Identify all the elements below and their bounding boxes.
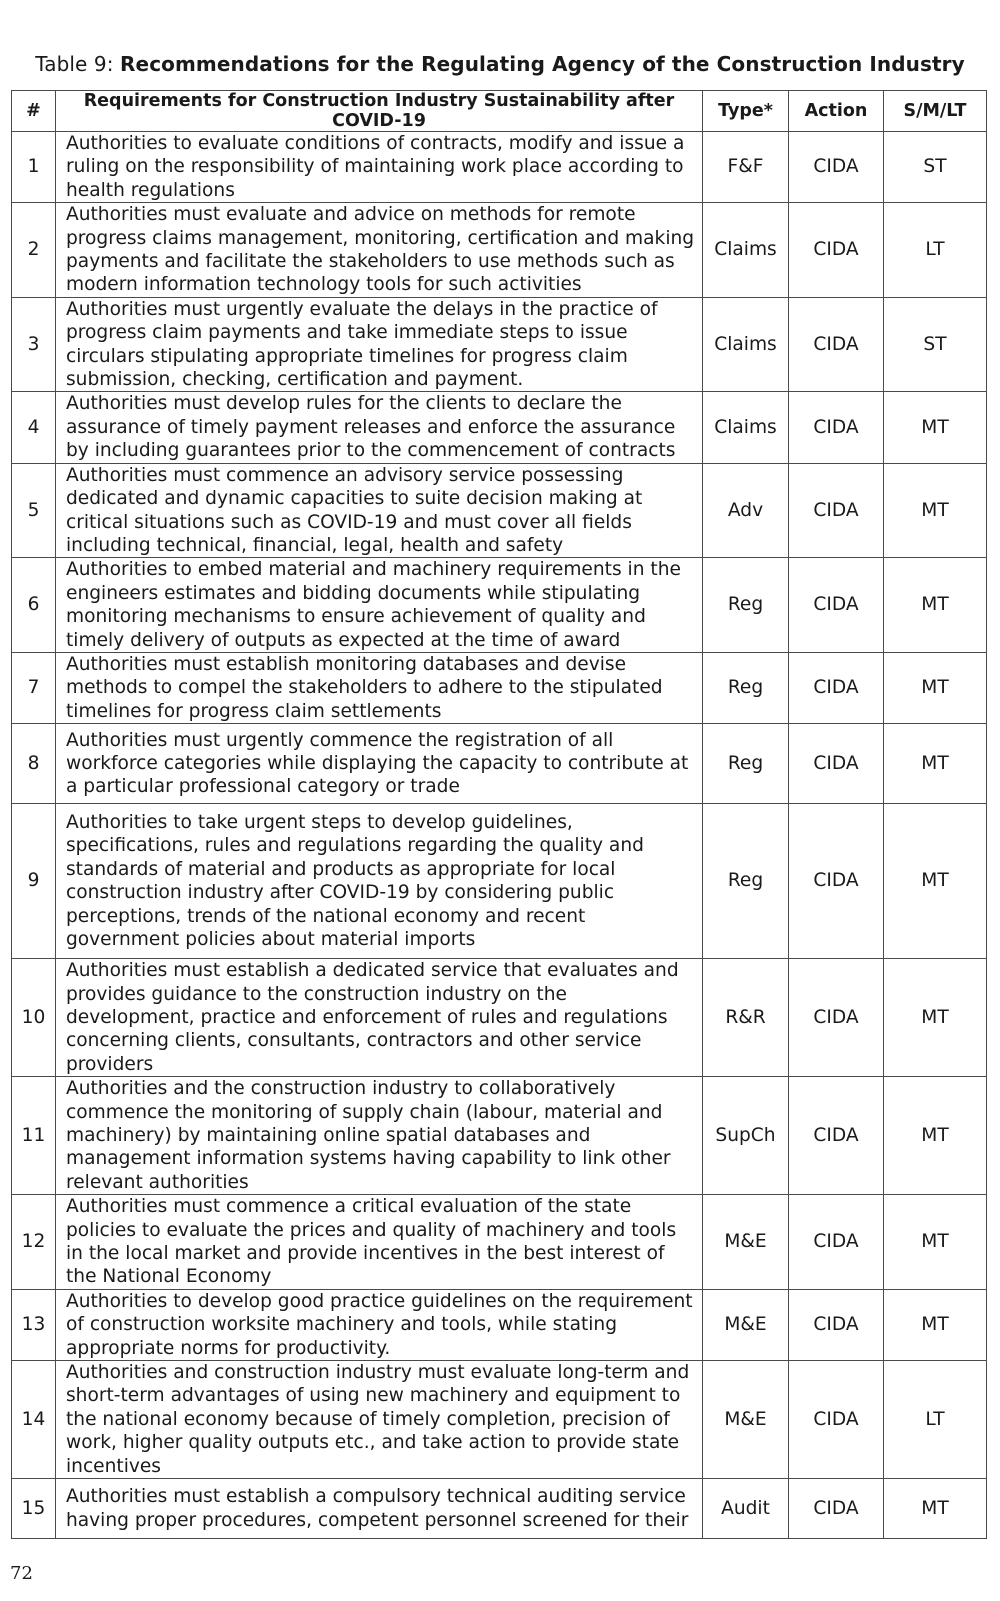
row-number: 15	[12, 1479, 56, 1539]
row-type: Reg	[703, 652, 789, 723]
header-type: Type*	[703, 91, 789, 132]
table-row	[12, 1289, 987, 1360]
row-term: MT	[884, 959, 987, 1077]
row-requirement: Authorities must urgently evaluate the delays in the practice of progress claim payments and take immediate steps to issue circulars stipulating appropriate timelines for progress claim submission, checking, certification and payment.	[56, 297, 703, 392]
row-term: ST	[884, 297, 987, 392]
row-number: 2	[12, 203, 56, 298]
row-term: MT	[884, 1077, 987, 1195]
row-type: Adv	[703, 463, 789, 558]
row-number: 1	[12, 132, 56, 203]
row-term: MT	[884, 724, 987, 804]
row-requirement: Authorities and the construction industry to collaboratively commence the monitoring of supply chain (labour, material and machinery) by maintaining online spatial databases and management information systems having capability to link other relevant authorities	[56, 1077, 703, 1195]
row-requirement: Authorities must establish a compulsory technical auditing service having proper procedures, competent personnel screened for their	[56, 1479, 703, 1539]
table-header-row	[12, 91, 987, 132]
header-action: Action	[789, 91, 884, 132]
row-type: Claims	[703, 297, 789, 392]
row-requirement: Authorities to take urgent steps to develop guidelines, specifications, rules and regulations regarding the quality and standards of material and products as appropriate for local construction industry after COVID-19 by considering public perceptions, trends of the national economy and recent government policies about material imports	[56, 804, 703, 959]
table-row	[12, 1195, 987, 1290]
row-type: M&E	[703, 1361, 789, 1479]
row-requirement: Authorities to develop good practice guidelines on the requirement of construction worksite machinery and tools, while stating appropriate norms for productivity.	[56, 1289, 703, 1360]
table-row	[12, 297, 987, 392]
row-type: M&E	[703, 1289, 789, 1360]
row-requirement: Authorities to embed material and machinery requirements in the engineers estimates and bidding documents while stipulating monitoring mechanisms to ensure achievement of quality and timely delivery of outputs as expected at the time of award	[56, 558, 703, 653]
row-requirement: Authorities must commence a critical evaluation of the state policies to evaluate the prices and quality of machinery and tools in the local market and provide incentives in the best interest of the National Economy	[56, 1195, 703, 1290]
page-number: 72	[10, 1563, 33, 1584]
row-action: CIDA	[789, 1077, 884, 1195]
row-term: MT	[884, 1289, 987, 1360]
row-number: 3	[12, 297, 56, 392]
row-action: CIDA	[789, 724, 884, 804]
row-number: 11	[12, 1077, 56, 1195]
row-action: CIDA	[789, 1195, 884, 1290]
row-requirement: Authorities must establish monitoring databases and devise methods to compel the stakeholders to adhere to the stipulated timelines for progress claim settlements	[56, 652, 703, 723]
row-number: 6	[12, 558, 56, 653]
row-action: CIDA	[789, 652, 884, 723]
header-term: S/M/LT	[884, 91, 987, 132]
table-row	[12, 1077, 987, 1195]
row-action: CIDA	[789, 203, 884, 298]
table-row	[12, 558, 987, 653]
row-action: CIDA	[789, 1289, 884, 1360]
row-term: LT	[884, 1361, 987, 1479]
row-type: SupCh	[703, 1077, 789, 1195]
row-term: MT	[884, 1195, 987, 1290]
row-number: 8	[12, 724, 56, 804]
row-requirement: Authorities must commence an advisory service possessing dedicated and dynamic capacities to suite decision making at critical situations such as COVID-19 and must cover all fields including technical, financial, legal, health and safety	[56, 463, 703, 558]
row-term: MT	[884, 558, 987, 653]
row-number: 4	[12, 392, 56, 463]
recommendations-table	[11, 90, 987, 1539]
row-action: CIDA	[789, 132, 884, 203]
row-type: Reg	[703, 558, 789, 653]
row-term: MT	[884, 804, 987, 959]
row-type: Claims	[703, 392, 789, 463]
table-row	[12, 724, 987, 804]
row-term: LT	[884, 203, 987, 298]
row-action: CIDA	[789, 1479, 884, 1539]
table-row	[12, 1361, 987, 1479]
row-action: CIDA	[789, 1361, 884, 1479]
row-action: CIDA	[789, 463, 884, 558]
row-requirement: Authorities must evaluate and advice on methods for remote progress claims management, monitoring, certification and making payments and facilitate the stakeholders to use methods such as modern information technology tools for such activities	[56, 203, 703, 298]
row-term: MT	[884, 392, 987, 463]
row-requirement: Authorities and construction industry must evaluate long-term and short-term advantages of using new machinery and equipment to the national economy because of timely completion, precision of work, higher quality outputs etc., and take action to provide state incentives	[56, 1361, 703, 1479]
row-action: CIDA	[789, 804, 884, 959]
header-num: #	[12, 91, 56, 132]
table-row	[12, 652, 987, 723]
row-number: 14	[12, 1361, 56, 1479]
row-type: Audit	[703, 1479, 789, 1539]
row-action: CIDA	[789, 392, 884, 463]
row-term: MT	[884, 463, 987, 558]
table-caption	[0, 52, 1000, 76]
row-type: M&E	[703, 1195, 789, 1290]
row-requirement: Authorities must establish a dedicated service that evaluates and provides guidance to the construction industry on the development, practice and enforcement of rules and regulations concerning clients, consultants, contractors and other service providers	[56, 959, 703, 1077]
row-requirement: Authorities must urgently commence the registration of all workforce categories while displaying the capacity to contribute at a particular professional category or trade	[56, 724, 703, 804]
caption-prefix: Table 9:	[35, 52, 121, 76]
row-term: MT	[884, 652, 987, 723]
row-action: CIDA	[789, 558, 884, 653]
row-action: CIDA	[789, 959, 884, 1077]
table-row	[12, 804, 987, 959]
row-number: 7	[12, 652, 56, 723]
row-term: ST	[884, 132, 987, 203]
table-row	[12, 203, 987, 298]
table-row	[12, 132, 987, 203]
row-type: Reg	[703, 724, 789, 804]
row-type: Reg	[703, 804, 789, 959]
header-requirement: Requirements for Construction Industry Sustainability after COVID-19	[56, 91, 703, 132]
row-type: Claims	[703, 203, 789, 298]
caption-title: Recommendations for the Regulating Agency of the Construction Industry	[120, 52, 965, 76]
table-row	[12, 1479, 987, 1539]
table-row	[12, 959, 987, 1077]
row-requirement: Authorities to evaluate conditions of contracts, modify and issue a ruling on the responsibility of maintaining work place according to health regulations	[56, 132, 703, 203]
row-number: 12	[12, 1195, 56, 1290]
row-action: CIDA	[789, 297, 884, 392]
row-number: 9	[12, 804, 56, 959]
row-requirement: Authorities must develop rules for the clients to declare the assurance of timely payment releases and enforce the assurance by including guarantees prior to the commencement of contracts	[56, 392, 703, 463]
row-number: 13	[12, 1289, 56, 1360]
row-type: F&F	[703, 132, 789, 203]
row-number: 10	[12, 959, 56, 1077]
row-term: MT	[884, 1479, 987, 1539]
table-row	[12, 392, 987, 463]
table-row	[12, 463, 987, 558]
row-number: 5	[12, 463, 56, 558]
row-type: R&R	[703, 959, 789, 1077]
